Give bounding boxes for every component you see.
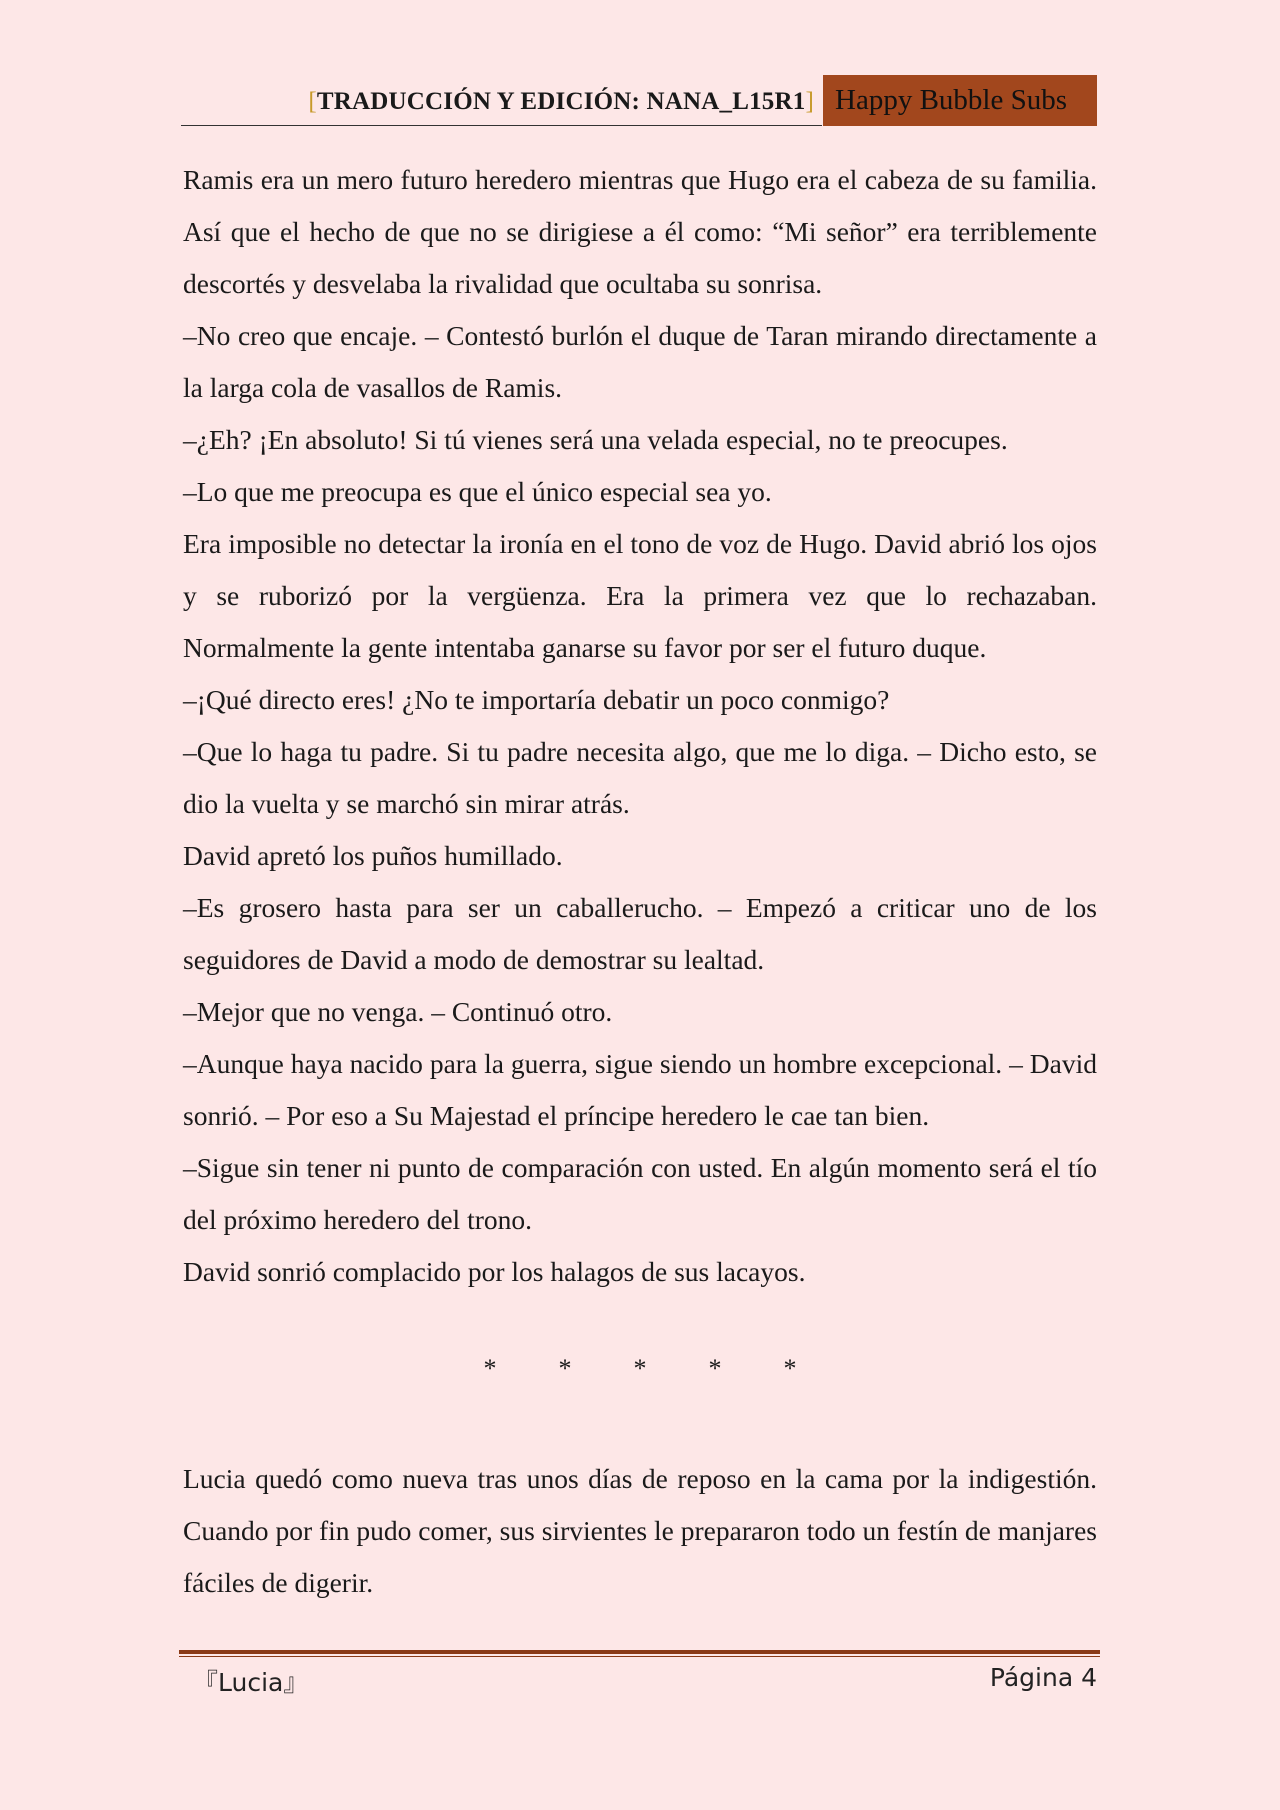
paragraph: –Mejor que no venga. – Continuó otro. (183, 996, 613, 1027)
separator-asterisk: * (483, 1354, 497, 1383)
separator-asterisk: * (783, 1354, 797, 1383)
paragraph: –No creo que encaje. – Contestó burlón el duque de Taran mirando directamente a la larga cola de vasallos de Ramis. (183, 320, 1097, 403)
separator-asterisk: * (708, 1354, 722, 1383)
paragraph: –¿Eh? ¡En absoluto! Si tú vienes será una velada especial, no te preocupes. (183, 424, 1008, 455)
footer-page-number: Página 4 (989, 1663, 1097, 1692)
header-badge: Happy Bubble Subs (823, 75, 1097, 126)
paragraph: –Lo que me preocupa es que el único especial sea yo. (183, 476, 772, 507)
paragraph: David apretó los puños humillado. (183, 840, 563, 871)
paragraph: –¡Qué directo eres! ¿No te importaría debatir un poco conmigo? (183, 684, 890, 715)
scene-separator (0, 1354, 1280, 1384)
paragraph: David sonrió complacido por los halagos de sus lacayos. (183, 1256, 806, 1287)
footer-book-title: 『Lucia』 (193, 1668, 309, 1697)
page-header (181, 75, 1097, 127)
paragraph: Era imposible no detectar la ironía en el tono de voz de Hugo. David abrió los ojos y se ruborizó por la vergüenza. Era la primera vez que lo rechazaban. Normalmente la gente intentaba ganarse su favor por ser el futuro duque. (183, 528, 1097, 663)
separator-asterisk: * (633, 1354, 647, 1383)
paragraph: –Es grosero hasta para ser un caballerucho. – Empezó a criticar uno de los seguidores de David a modo de demostrar su lealtad. (183, 892, 1097, 975)
footer-rule-thin (179, 1656, 1100, 1657)
body-text-after-separator (183, 1453, 1097, 1609)
paragraph: Ramis era un mero futuro heredero mientras que Hugo era el cabeza de su familia. Así que el hecho de que no se dirigiese a él como: “Mi señor” era terriblemente descortés y desvelaba la rivalidad que ocultaba su sonrisa. (183, 164, 1097, 299)
footer-rule-thick (179, 1650, 1100, 1654)
body-text (183, 154, 1097, 1298)
paragraph: Lucia quedó como nueva tras unos días de reposo en la cama por la indigestión. Cuando por fin pudo comer, sus sirvientes le prepararon todo un festín de manjares fáciles de digerir. (183, 1463, 1097, 1598)
paragraph: –Que lo haga tu padre. Si tu padre necesita algo, que me lo diga. – Dicho esto, se dio la vuelta y se marchó sin mirar atrás. (183, 736, 1097, 819)
paragraph: –Sigue sin tener ni punto de comparación con usted. En algún momento será el tío del próximo heredero del trono. (183, 1152, 1097, 1235)
header-rule (181, 125, 822, 126)
paragraph: –Aunque haya nacido para la guerra, sigue siendo un hombre excepcional. – David sonrió. – Por eso a Su Majestad el príncipe heredero le cae tan bien. (183, 1048, 1097, 1131)
header-bracket-open: [ (308, 88, 317, 115)
header-bracket-close: ] (805, 88, 814, 115)
header-title (308, 88, 814, 116)
separator-asterisk: * (558, 1354, 572, 1383)
header-title-text: TRADUCCIÓN Y EDICIÓN: NANA_L15R1 (316, 88, 806, 115)
